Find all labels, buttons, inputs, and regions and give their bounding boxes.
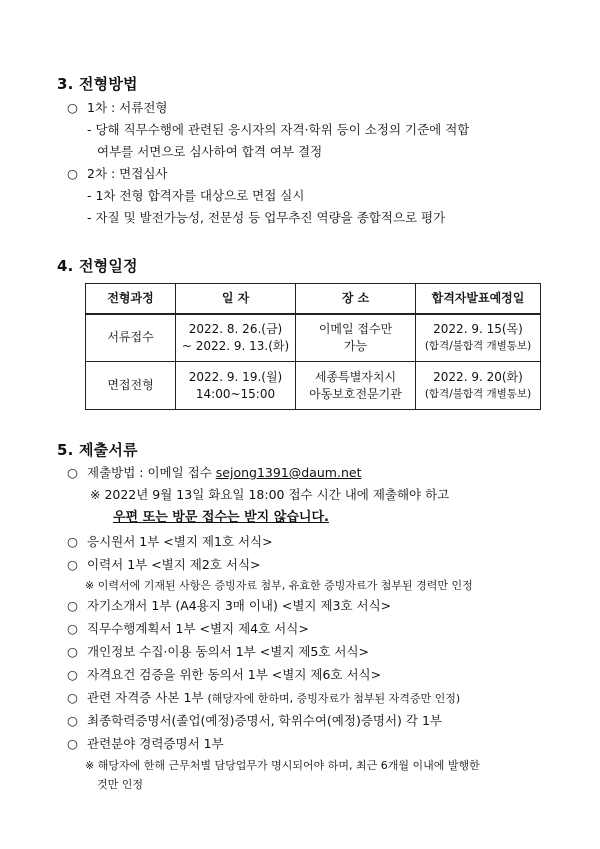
row-2-date-line-1: 2022. 9. 19.(월) xyxy=(188,369,283,384)
row-1-date-line-2: ~ 2022. 9. 13.(화) xyxy=(181,338,290,353)
bullet-circle: ○ xyxy=(67,713,78,728)
doc-item-1-label: 응시원서 1부 <별지 제1호 서식> xyxy=(87,534,273,549)
doc-item-7-label: 관련 자격증 사본 1부 xyxy=(87,690,204,705)
row-1-announce xyxy=(416,314,541,362)
row-2-stage: 면접전형 xyxy=(86,362,176,410)
bullet-circle: ○ xyxy=(67,465,78,480)
section-4-title: 4. 전형일정 xyxy=(57,257,138,275)
stage-1-item xyxy=(67,99,168,117)
schedule-table xyxy=(85,283,541,410)
section-3-title: 3. 전형방법 xyxy=(57,75,138,93)
doc-item-9 xyxy=(67,735,224,753)
table-header-row xyxy=(86,284,541,314)
table-row xyxy=(86,314,541,362)
row-1-date-line-1: 2022. 8. 26.(금) xyxy=(188,321,283,336)
stage-2-item xyxy=(67,165,168,183)
header-place: 장 소 xyxy=(296,284,416,314)
stage-1-desc-line-2: 여부를 서면으로 심사하여 합격 여부 결정 xyxy=(97,144,323,159)
row-1-date xyxy=(176,314,296,362)
bullet-circle: ○ xyxy=(67,534,78,549)
row-1-place-line-2: 가능 xyxy=(343,338,368,353)
stage-2-label: 2차 : 면접심사 xyxy=(87,166,168,181)
doc-item-9-note-line-1: ※ 해당자에 한해 근무처별 담당업무가 명시되어야 하며, 최근 6개월 이내에 발행한 xyxy=(85,759,480,772)
bullet-circle: ○ xyxy=(67,690,78,705)
section-5-title: 5. 제출서류 xyxy=(57,441,138,459)
doc-item-2-label: 이력서 1부 <별지 제2호 서식> xyxy=(87,557,261,572)
bullet-circle: ○ xyxy=(67,100,78,115)
no-mail-notice: 우편 또는 방문 접수는 받지 않습니다. xyxy=(113,510,329,525)
bullet-circle: ○ xyxy=(67,598,78,613)
doc-item-5-label: 개인정보 수집·이용 동의서 1부 <별지 제5호 서식> xyxy=(87,644,370,659)
bullet-circle: ○ xyxy=(67,736,78,751)
stage-1-label: 1차 : 서류전형 xyxy=(87,100,168,115)
stage-2-desc-line-2: - 자질 및 발전가능성, 전문성 등 업무추진 역량을 종합적으로 평가 xyxy=(87,210,446,225)
stage-2-desc-line-1: - 1차 전형 합격자를 대상으로 면접 실시 xyxy=(87,188,305,203)
doc-item-6 xyxy=(67,666,381,684)
row-2-announce-date: 2022. 9. 20(화) xyxy=(433,369,523,384)
doc-item-3-label: 자기소개서 1부 (A4용지 3매 이내) <별지 제3호 서식> xyxy=(87,598,392,613)
row-1-announce-date: 2022. 9. 15(목) xyxy=(433,321,523,336)
row-2-announce xyxy=(416,362,541,410)
doc-item-8-label: 최종학력증명서(졸업(예정)증명서, 학위수여(예정)증명서) 각 1부 xyxy=(87,713,442,728)
row-2-date-line-2: 14:00~15:00 xyxy=(195,386,276,401)
row-2-place-line-2: 아동보호전문기관 xyxy=(309,386,402,401)
doc-item-2 xyxy=(67,556,261,574)
bullet-circle: ○ xyxy=(67,621,78,636)
doc-item-4 xyxy=(67,620,309,638)
email-link[interactable]: sejong1391@daum.net xyxy=(215,465,362,480)
header-announce: 합격자발표예정일 xyxy=(416,284,541,314)
stage-1-desc-line-1: - 당해 직무수행에 관련된 응시자의 자격·학위 등이 소정의 기준에 적합 xyxy=(87,122,470,137)
bullet-circle: ○ xyxy=(67,557,78,572)
row-1-announce-note: (합격/불합격 개별통보) xyxy=(424,339,532,352)
submission-method xyxy=(67,464,361,482)
doc-item-3 xyxy=(67,597,391,615)
doc-item-7-note: (해당자에 한하며, 증빙자료가 첨부된 자격증만 인정) xyxy=(207,692,461,705)
row-2-date xyxy=(176,362,296,410)
doc-item-9-note-line-2: 것만 인정 xyxy=(97,778,144,791)
bullet-circle: ○ xyxy=(67,667,78,682)
doc-item-5 xyxy=(67,643,369,661)
submission-method-label: 제출방법 : 이메일 접수 xyxy=(87,465,212,480)
bullet-circle: ○ xyxy=(67,166,78,181)
row-2-place-line-1: 세종특별자치시 xyxy=(314,369,397,384)
bullet-circle: ○ xyxy=(67,644,78,659)
row-2-place xyxy=(296,362,416,410)
row-1-stage: 서류접수 xyxy=(86,314,176,362)
header-date: 일 자 xyxy=(176,284,296,314)
doc-item-2-note: ※ 이력서에 기재된 사항은 증빙자료 첨부, 유효한 증빙자료가 첨부된 경력만 인정 xyxy=(85,579,473,592)
deadline-note: ※ 2022년 9월 13일 화요일 18:00 접수 시간 내에 제출해야 하고 xyxy=(90,487,450,502)
header-stage: 전형과정 xyxy=(86,284,176,314)
row-2-announce-note: (합격/불합격 개별통보) xyxy=(424,387,532,400)
doc-item-7 xyxy=(67,689,460,708)
row-1-place xyxy=(296,314,416,362)
doc-item-8 xyxy=(67,712,442,730)
doc-item-6-label: 자격요건 검증을 위한 동의서 1부 <별지 제6호 서식> xyxy=(87,667,382,682)
row-1-place-line-1: 이메일 접수만 xyxy=(318,321,393,336)
doc-item-9-label: 관련분야 경력증명서 1부 xyxy=(87,736,224,751)
doc-item-4-label: 직무수행계획서 1부 <별지 제4호 서식> xyxy=(87,621,309,636)
doc-item-1 xyxy=(67,533,273,551)
table-row xyxy=(86,362,541,410)
